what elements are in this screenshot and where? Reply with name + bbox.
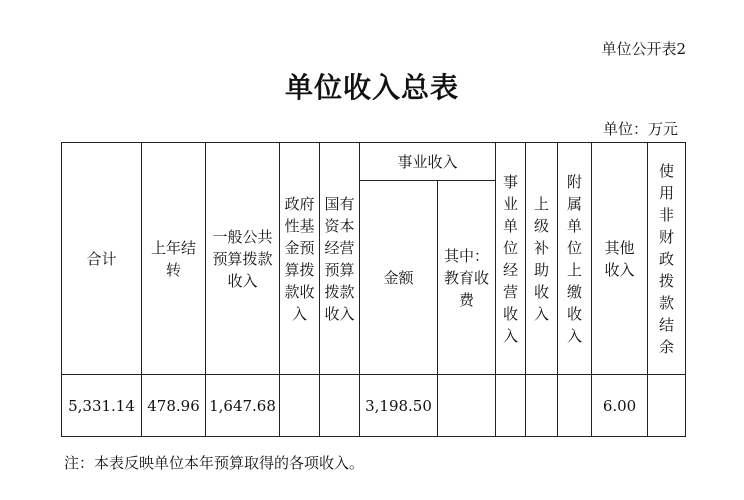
- header-education-fee: [438, 181, 496, 375]
- page-title: 单位收入总表: [284, 71, 459, 104]
- header-state-capital-text: 国有资本经营预算拨款收入: [324, 194, 355, 323]
- header-gov-fund-text: 政府性基金预算拨款收入: [284, 194, 315, 323]
- cell-operating-income: [496, 375, 526, 437]
- header-row-1: [62, 143, 686, 181]
- cell-carryover: 478.96: [142, 375, 206, 437]
- header-amount: 金额: [360, 181, 438, 375]
- header-operating-income: [496, 143, 526, 375]
- cell-higher-subsidy: [526, 375, 558, 437]
- cell-total: 5,331.14: [62, 375, 142, 437]
- unit-label: 单位：万元: [602, 120, 678, 138]
- header-state-capital: [320, 143, 360, 375]
- header-non-fiscal: [648, 143, 686, 375]
- header-carryover-text: 上年结转: [151, 238, 197, 279]
- cell-amount: 3,198.50: [360, 375, 438, 437]
- header-other: [592, 143, 648, 375]
- footnote: 注：本表反映单位本年预算取得的各项收入。: [64, 454, 365, 472]
- header-higher-subsidy-text: 上级补助收入: [534, 194, 550, 323]
- header-non-fiscal-text: 使用非财政拨款结余: [659, 161, 675, 356]
- form-number: 单位公开表2: [601, 40, 686, 58]
- header-general-budget: [206, 143, 280, 375]
- header-total: 合计: [62, 143, 142, 375]
- header-higher-subsidy: [526, 143, 558, 375]
- cell-affiliated: [558, 375, 592, 437]
- header-affiliated: [558, 143, 592, 375]
- income-table: [61, 142, 686, 437]
- cell-education-fee: [438, 375, 496, 437]
- header-gov-fund: [280, 143, 320, 375]
- header-other-text: 其他收入: [604, 238, 635, 279]
- header-operating-income-text: 事业单位经营收入: [503, 172, 519, 345]
- cell-state-capital: [320, 375, 360, 437]
- table-row: [62, 375, 686, 437]
- cell-non-fiscal: [648, 375, 686, 437]
- cell-other: 6.00: [592, 375, 648, 437]
- cell-general-budget: 1,647.68: [206, 375, 280, 437]
- header-general-budget-text: 一般公共预算拨款收入: [212, 227, 273, 290]
- header-education-fee-text: 其中：教育收费: [443, 246, 489, 309]
- header-affiliated-text: 附属单位上缴收入: [567, 172, 583, 345]
- header-carryover: [142, 143, 206, 375]
- cell-gov-fund: [280, 375, 320, 437]
- header-business-income: 事业收入: [360, 143, 496, 181]
